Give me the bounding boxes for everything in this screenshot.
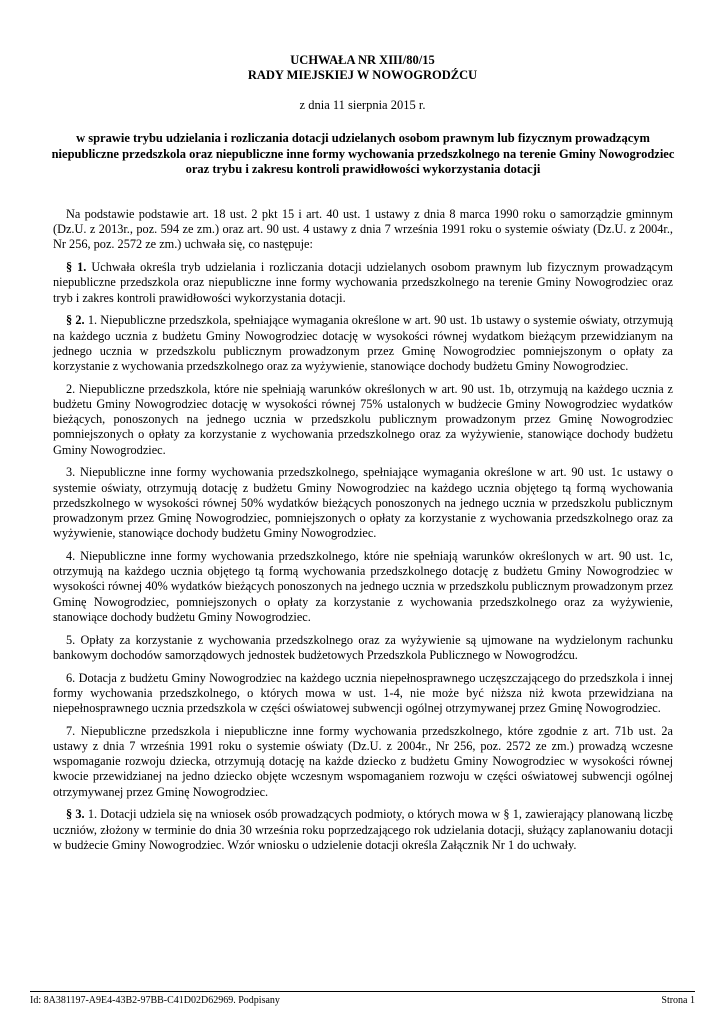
- footer-document-id: Id: 8A381197-A9E4-43B2-97BB-C41D02D62969. Podpisany: [30, 995, 280, 1006]
- document-subject: w sprawie trybu udzielania i rozliczania dotacji udzielanych osobom prawnym lub fizycznym prowadzącym niepubliczne przedszkola oraz niepubliczne inne formy wychowania przedszkolnego na terenie Gminy Nowogrodziec oraz trybu i zakresu kontroli prawidłowości wykorzystania dotacji: [51, 131, 675, 176]
- title-line-2: RADY MIEJSKIEJ W NOWOGRODŹCU: [247, 68, 478, 82]
- section-2-paragraph-5: 5. Opłaty za korzystanie z wychowania przedszkolnego oraz za wyżywienie są ujmowane na wydzielonym rachunku bankowym dochodów samorządowych jednostek budżetowych Przedszkola Publicznego w Nowogrodźcu.: [53, 632, 673, 662]
- section-1-text: Uchwała określa tryb udzielania i rozliczania dotacji udzielanych osobom prawnym lub fizycznym prowadzącym niepubliczne przedszkola oraz niepubliczne inne formy wychowania przedszkolnego na terenie Gminy Nowogrodziec oraz tryb i zakres kontroli prawidłowości wykorzystania dotacji.: [53, 260, 673, 305]
- section-2-paragraph-4: 4. Niepubliczne inne formy wychowania przedszkolnego, które nie spełniają warunków określonych w art. 90 ust. 1c, otrzymują na każdego ucznia objętego tą formą wychowania przedszkolnego dotację z budżetu Gminy Nowogrodziec w wysokości równej 40% wydatków bieżących ponoszonych na jednego ucznia w przedszkolu publicznym prowadzonym przez Gminę Nowogrodziec, pomniejszonych o opłaty za korzystanie z wychowania przedszkolnego oraz za wyżywienie, stanowiące dochody budżetu Gminy Nowogrodziec.: [53, 549, 673, 624]
- section-2-mark: § 2.: [66, 313, 85, 328]
- document-title: [0, 53, 725, 83]
- section-3-paragraph-1: [53, 807, 673, 853]
- section-2-paragraph-7: 7. Niepubliczne przedszkola i niepubliczne inne formy wychowania przedszkolnego, które zgodnie z art. 71b ust. 2a ustawy z dnia 7 września 1991 roku o systemie oświaty (Dz.U. z 2004r., Nr 256, poz. 2572 ze zm.) prowadzą wczesne wspomaganie rozwoju dziecka, otrzymują dotację na każde dziecko z budżetu Gminy Nowogrodziec w wysokości równej kwocie przewidzianej na jedno dziecko objęte wczesnym wspomaganiem rozwoju w części oświatowej subwencji ogólnej otrzymywanej przez Gminę Nowogrodziec.: [53, 723, 673, 799]
- footer-divider: [30, 991, 695, 992]
- document-body: [53, 207, 673, 861]
- title-line-1: UCHWAŁA NR XIII/80/15: [290, 53, 435, 67]
- section-2-text-1: 1. Niepubliczne przedszkola, spełniające wymagania określone w art. 90 ust. 1b ustawy o systemie oświaty, otrzymują na każdego ucznia z budżetu Gminy Nowogrodziec dotację w wysokości równej wydatkom bieżącym przewidzianym na jednego ucznia w przedszkolu publicznym prowadzonym przez Gminę Nowogrodziec pomniejszonym o opłaty za korzystanie z wychowania przedszkolnego oraz za wyżywienie, stanowiące dochody budżetu Gminy Nowogrodziec.: [53, 313, 673, 374]
- preamble: Na podstawie podstawie art. 18 ust. 2 pkt 15 i art. 40 ust. 1 ustawy z dnia 8 marca 1990 roku o samorządzie gminnym (Dz.U. z 2013r., poz. 594 ze zm.) oraz art. 90 ust. 4 ustawy z dnia 7 września 1991 roku o systemie oświaty (Dz.U. z 2004r., Nr 256, poz. 2572 ze zm.) uchwała się, co następuje:: [53, 207, 673, 252]
- section-1: [53, 260, 673, 306]
- section-2-paragraph-3: 3. Niepubliczne inne formy wychowania przedszkolnego, spełniające wymagania określone w art. 90 ust. 1c ustawy o systemie oświaty, otrzymują dotację z budżetu Gminy Nowogrodziec na każdego ucznia objętego tą formą wychowania przedszkolnego w wysokości równej 50% wydatków bieżących ponoszonych na jednego ucznia w przedszkolu publicznym prowadzonym przez Gminę Nowogrodziec, pomniejszonych o opłaty za korzystanie z wychowania przedszkolnego oraz za wyżywienie, stanowiące dochody budżetu Gminy Nowogrodziec.: [53, 465, 673, 541]
- section-2-paragraph-6: 6. Dotacja z budżetu Gminy Nowogrodziec na każdego ucznia niepełnosprawnego uczęszczającego do przedszkola i innej formy wychowania przedszkolnego, o których mowa w ust. 1-4, nie może być niższa niż kwota przewidziana na niepełnosprawnego ucznia przedszkola w części oświatowej subwencji ogólnej otrzymywanej przez Gminę Nowogrodziec.: [53, 670, 673, 716]
- section-3-mark: § 3.: [66, 807, 85, 822]
- footer-page-number: Strona 1: [661, 995, 695, 1006]
- section-3-text-1: 1. Dotacji udziela się na wniosek osób prowadzących podmioty, o których mowa w § 1, zawierający planowaną liczbę uczniów, złożony w terminie do dnia 30 września roku poprzedzającego rok udzielania dotacji, służący zaplanowaniu dotacji w budżecie Gminy Nowogrodziec. Wzór wniosku o udzielenie dotacji określa Załącznik Nr 1 do uchwały.: [53, 807, 673, 852]
- document-date: z dnia 11 sierpnia 2015 r.: [299, 98, 426, 112]
- section-2-paragraph-1: [53, 313, 673, 374]
- section-2-paragraph-2: 2. Niepubliczne przedszkola, które nie spełniają warunków określonych w art. 90 ust. 1b, otrzymują na każdego ucznia z budżetu Gminy Nowogrodziec dotację w wysokości równej 75% ustalonych w budżecie Gminy Nowogrodziec wydatków bieżących, ponoszonych na jednego ucznia w przedszkolu publicznym prowadzonym przez Gminę Nowogrodziec pomniejszonych o opłaty za korzystanie z wychowania przedszkolnego oraz za wyżywienie, stanowiące dochody budżetu Gminy Nowogrodziec.: [53, 381, 673, 457]
- section-1-mark: § 1.: [66, 260, 87, 275]
